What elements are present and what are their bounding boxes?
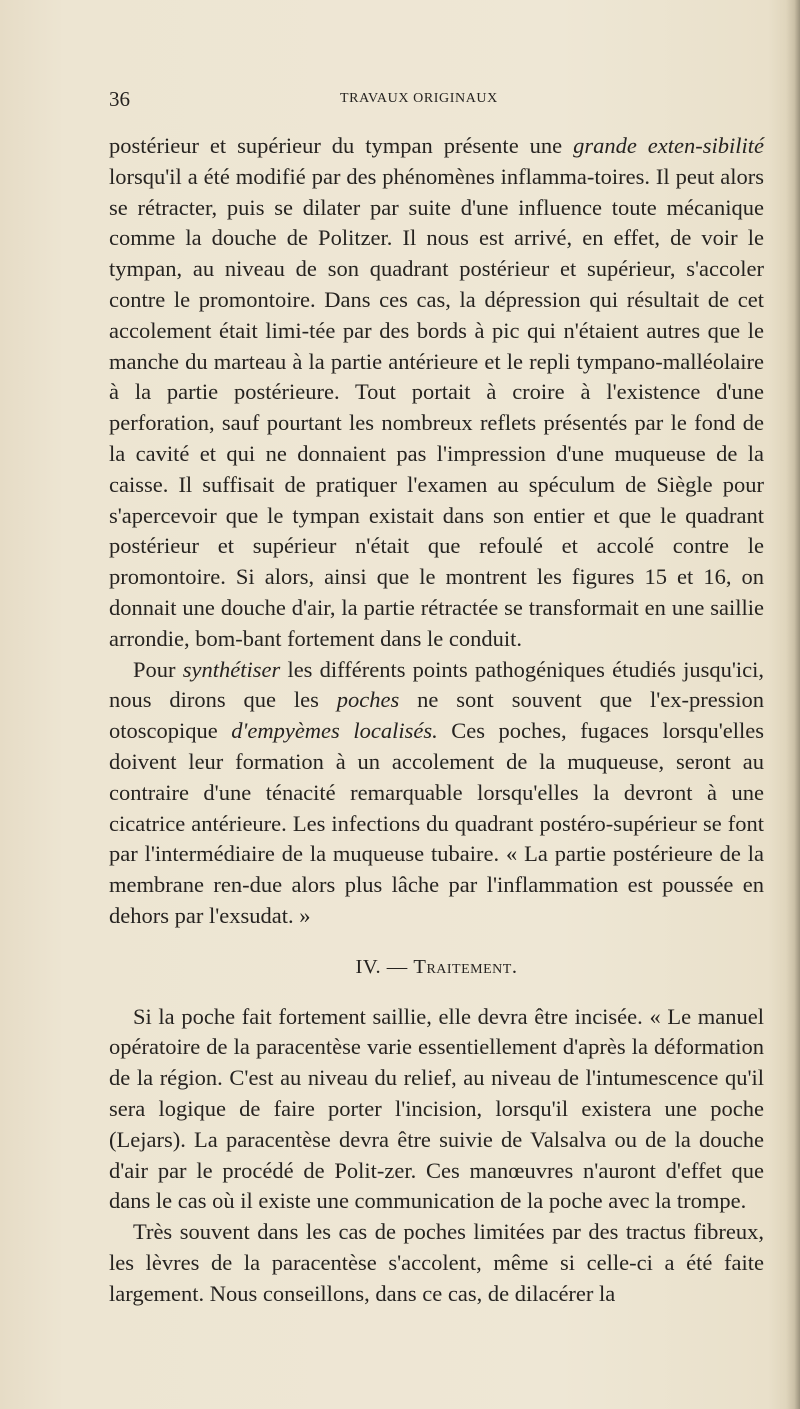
paragraph-treatment: Si la poche fait fortement saillie, elle devra être incisée. « Le manuel opératoire de la paracentèse varie essentiellement d'après la déformation de la région. C'est au niveau du relief, au niveau de l'intumescence qu'il sera logique de faire porter l'incision, lorsqu'il existera une poche (Lejars). La paracentèse devra être suivie de Valsalva ou de la douche d'air par le procédé de Polit-zer. Ces manœuvres n'auront d'effet que dans le cas où il existe une communication de la poche avec la trompe. <box>109 1003 764 1214</box>
text-run: ne sont souvent que l'ex-pression otoscopique <box>109 687 764 744</box>
text-run: les différents points pathogéniques étudiés jusqu'ici, nous dirons que les <box>109 656 764 713</box>
paragraph-closing: Très souvent dans les cas de poches limitées par des tractus fibreux, les lèvres de la paracentèse s'accolent, même si celle-ci a été faite largement. Nous conseillons, dans ce cas, de dilacérer la <box>109 1219 764 1306</box>
italic-run: d'empyèmes localisés. <box>231 718 438 744</box>
paragraph-continued <box>109 131 764 655</box>
page-number: 36 <box>109 87 130 111</box>
italic-run: grande exten-sibilité <box>573 133 764 158</box>
section-number: IV. — <box>355 955 414 978</box>
italic-run: synthétiser <box>182 656 281 682</box>
section-heading <box>109 952 764 983</box>
text-run: postérieur et supérieur du tympan présente une <box>109 133 574 158</box>
text-run: Pour <box>133 656 183 682</box>
section-title: Traitement. <box>413 955 518 978</box>
body-text <box>109 131 764 1309</box>
text-run: lorsqu'il a été modifié par des phénomènes inflamma-toires. Il peut alors se rétracter, puis se dilater par suite d'une influence toute mécanique comme la douche de Politzer. Il nous est arrivé, en effet, de voir le tympan, au niveau de son quadrant postérieur et supérieur, s'accoler contre le promontoire. Dans ces cas, la dépression qui résultait de cet accolement était limi-tée par des bords à pic qui n'étaient autres que le manche du marteau à la partie antérieure et le repli tympano-malléolaire à la partie postérieure. Tout portait à croire à l'existence d'une perforation, sauf pourtant les nombreux reflets présentés par le fond de la cavité et qui ne donnaient pas l'impression d'une muqueuse de la caisse. Il suffisait de pratiquer l'examen au spéculum de Siègle pour s'apercevoir que le tympan existait dans son entier et que le quadrant postérieur et supérieur n'était que refoulé et accolé contre le promontoire. Si alors, ainsi que le montrent les figures 15 et 16, on donnait une douche d'air, la partie rétractée se transformait en une saillie arrondie, bom-bant fortement dans le conduit. <box>109 163 764 651</box>
page-header <box>109 87 764 117</box>
running-title: TRAVAUX ORIGINAUX <box>340 91 498 106</box>
italic-run: poches <box>336 687 400 713</box>
paragraph-synthesis <box>109 655 764 932</box>
page-edge-shadow <box>786 0 800 1409</box>
text-run: Ces poches, fugaces lorsqu'elles doivent leur formation à un accolement de la muqueuse, seront au contraire d'une ténacité remarquable lorsqu'elles la devront à une cicatrice antérieure. Les infections du quadrant postéro-supérieur se font par l'intermédiaire de la muqueuse tubaire. « La partie postérieure de la membrane ren-due alors plus lâche par l'inflammation est poussée en dehors par l'exsudat. » <box>109 718 764 928</box>
